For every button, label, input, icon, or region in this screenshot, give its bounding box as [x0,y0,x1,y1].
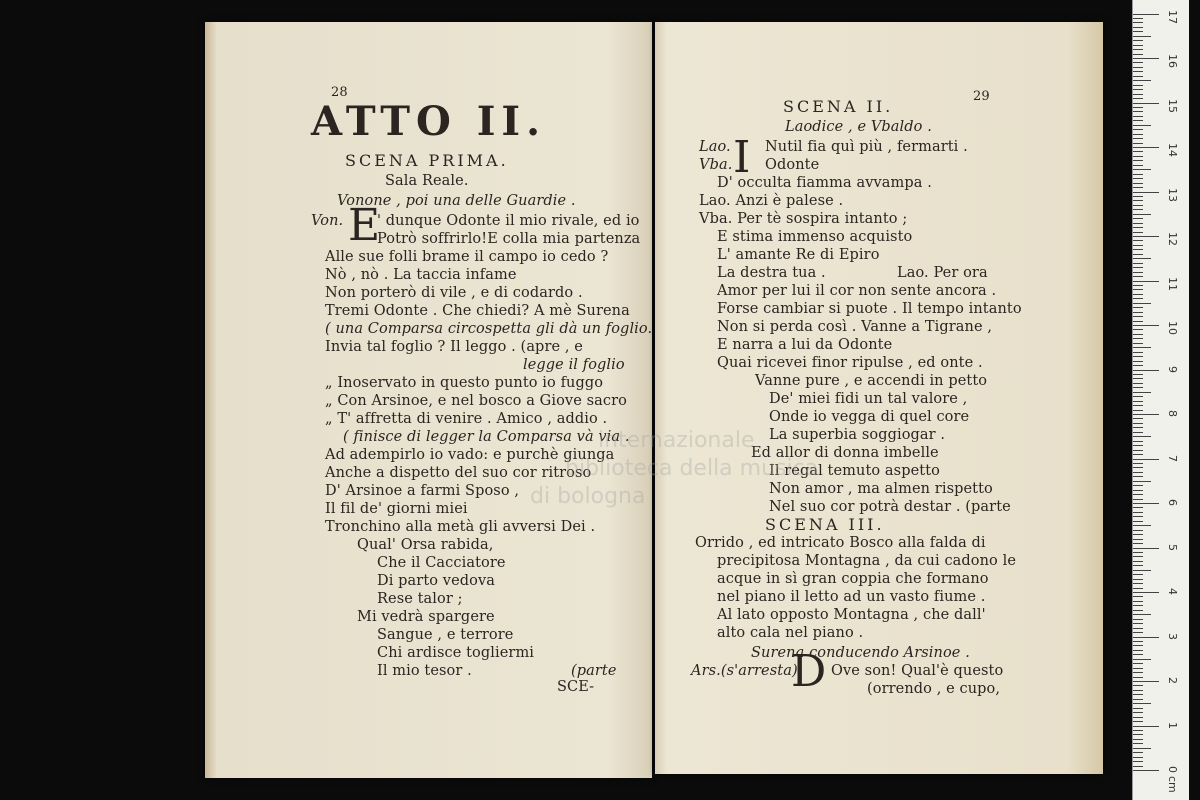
right-line: SCENA III. [765,515,885,534]
left-line: Alle sue folli brame il campo io cedo ? [325,249,609,265]
ruler-tick [1133,668,1143,669]
ruler-tick [1133,232,1143,233]
left-line: Tronchino alla metà gli avversi Dei . [325,519,596,535]
ruler-tick [1133,708,1143,709]
ruler-tick [1133,361,1143,362]
ruler-tick [1133,467,1143,468]
ruler-tick [1133,120,1143,121]
right-line: De' miei fidi un tal valore , [769,391,968,407]
left-line: Chi ardisce togliermi [377,645,535,661]
right-line: La destra tua . [717,265,826,281]
right-line: Il regal temuto aspetto [769,463,940,479]
right-line: Quai ricevei finor ripulse , ed onte . [717,355,983,371]
right-line: Ed allor di donna imbelle [751,445,939,461]
ruler-tick [1133,596,1143,597]
ruler-tick [1133,459,1159,460]
ruler-tick [1133,116,1143,117]
left-line: Anche a dispetto del suo cor ritroso [325,465,592,481]
ruler-tick [1133,454,1143,455]
ruler-tick [1133,14,1159,15]
ruler-tick [1133,36,1151,37]
ruler-tick [1133,281,1159,282]
ruler-tick [1133,663,1143,664]
ruler-tick [1133,588,1143,589]
ruler-tick [1133,427,1143,428]
ruler-unit: cm [1166,776,1179,793]
ruler-label: 15 [1166,98,1179,113]
ruler-tick [1133,214,1151,215]
right-line: Lao. Anzi è palese . [699,193,844,209]
ruler-tick [1133,757,1143,758]
ruler-tick [1133,103,1159,104]
left-line: „ Con Arsinoe, e nel bosco a Giove sacro [325,393,627,409]
left-line: Mi vedrà spargere [357,609,495,625]
ruler-tick [1133,534,1143,535]
ruler-tick [1133,267,1143,268]
ruler-tick [1133,694,1143,695]
ruler-tick [1133,592,1159,593]
ruler-label: 13 [1166,187,1179,202]
ruler-tick [1133,249,1143,250]
ruler-tick [1133,628,1143,629]
ruler-tick [1133,490,1143,491]
left-line: Il mio tesor . [377,663,472,679]
watermark-line-1: internazionale [598,428,755,453]
right-line: acque in sì gran coppia che formano [717,571,989,587]
ruler-tick [1133,726,1159,727]
ruler-tick [1133,276,1143,277]
ruler-tick [1133,485,1143,486]
ruler-tick [1133,196,1143,197]
ruler-tick [1133,570,1151,571]
right-line: La superbia soggiogar . [769,427,946,443]
right-line: nel piano il letto ad un vasto fiume . [717,589,986,605]
left-line: Ad adempirlo io vado: e purchè giunga [325,447,615,463]
ruler-tick [1133,739,1143,740]
ruler-tick [1133,165,1143,166]
right-line: Lao. Per ora [897,265,988,281]
page-number-left: 28 [331,85,348,100]
ruler-tick [1133,481,1151,482]
ruler-tick [1133,205,1143,206]
ruler-tick [1133,365,1143,366]
ruler-label: 8 [1166,410,1179,417]
left-line: Che il Cacciatore [377,555,506,571]
ruler-tick [1133,565,1143,566]
ruler-label: 16 [1166,54,1179,68]
ruler-tick [1133,347,1151,348]
ruler-tick [1133,151,1143,152]
ruler-tick [1133,770,1159,771]
scene2-characters: Laodice , e Vbaldo . [785,119,932,135]
ruler-tick [1133,507,1143,508]
ruler-tick [1133,192,1159,193]
watermark-line-2: biblioteca della musica [565,456,819,481]
right-line: Ove son! Qual'è questo [831,663,1004,679]
ruler-tick [1133,27,1143,28]
ruler-tick [1133,236,1159,237]
ruler-tick [1133,22,1143,23]
ruler-tick [1133,556,1143,557]
right-line: E narra a lui da Odonte [717,337,893,353]
right-line: Non amor , ma almen rispetto [769,481,993,497]
characters: Vonone , poi una delle Guardie . [337,193,576,209]
ruler-tick [1133,58,1159,59]
ruler-tick [1133,583,1143,584]
ruler-tick [1133,418,1143,419]
right-line: Forse cambiar si puote . Il tempo intanto [717,301,1022,317]
ruler-tick [1133,263,1143,264]
ruler-tick [1133,392,1151,393]
ruler-tick [1133,272,1143,273]
ruler-tick [1133,401,1143,402]
ruler-tick [1133,321,1143,322]
speaker-label: Von. [311,213,344,229]
right-line: Odonte [765,157,820,173]
left-line: Nò , nò . La taccia infame [325,267,517,283]
ruler-tick [1133,641,1143,642]
ruler-tick [1133,187,1143,188]
ruler-tick [1133,67,1143,68]
ruler-tick [1133,654,1143,655]
left-line: ' dunque Odonte il mio rivale, ed io [377,213,640,229]
ruler-tick [1133,579,1143,580]
left-line: Tremi Odonte . Che chiedi? A mè Surena [325,303,630,319]
left-line: Non porterò di vile , e di codardo . [325,285,583,301]
ruler-label: 6 [1166,499,1179,506]
ruler-label: 3 [1166,632,1179,640]
ruler-tick [1133,525,1151,526]
right-line: alto cala nel piano . [717,625,864,641]
ruler-tick [1133,156,1143,157]
ruler-tick [1133,174,1143,175]
ruler-tick [1133,45,1143,46]
left-line: Rese talor ; [377,591,463,607]
ruler-tick [1133,80,1151,81]
ruler-tick [1133,240,1143,241]
ruler-tick [1133,316,1143,317]
ruler-tick [1133,530,1143,531]
ruler-tick [1133,721,1143,722]
scene-title: SCENA PRIMA. [345,151,509,170]
ruler-label: 11 [1166,276,1179,291]
ruler-tick [1133,298,1143,299]
right-line: Onde io vegga di quel core [769,409,970,425]
ruler-tick [1133,254,1143,255]
ruler-tick [1133,601,1143,602]
ruler-tick [1133,521,1143,522]
ruler-tick [1133,356,1143,357]
ruler-tick [1133,178,1143,179]
left-line: (parte [571,663,617,679]
ruler-tick [1133,476,1143,477]
ruler-tick [1133,378,1143,379]
left-line: SCE- [557,679,595,695]
ruler-tick [1133,499,1143,500]
ruler-tick [1133,614,1151,615]
ruler-label: 7 [1166,454,1179,462]
ruler-tick [1133,374,1143,375]
ruler-tick [1133,134,1143,135]
right-line: Al lato opposto Montagna , che dall' [717,607,986,623]
ruler-tick [1133,650,1143,651]
right-line: Amor per lui il cor non sente ancora . [717,283,997,299]
left-line: ( finisce di legger la Comparsa và via . [343,429,630,445]
ruler-tick [1133,699,1143,700]
ruler-tick [1133,543,1143,544]
right-line: Surena conducendo Arsinoe . [751,645,970,661]
scale-ruler [1132,0,1189,800]
ruler-tick [1133,672,1143,673]
ruler-tick [1133,637,1159,638]
ruler-tick [1133,125,1151,126]
ruler-label: 12 [1166,232,1179,246]
page-number-right: 29 [973,89,990,104]
ruler-tick [1133,396,1143,397]
drop-cap-i: I [733,132,751,183]
ruler-label: 14 [1166,143,1179,157]
ruler-tick [1133,561,1143,562]
ruler-tick [1133,659,1151,660]
ruler-label: 10 [1166,321,1179,335]
ruler-tick [1133,717,1143,718]
ruler-tick [1133,94,1143,95]
drop-cap-e: E [348,200,381,251]
ruler-tick [1133,303,1151,304]
ruler-tick [1133,552,1143,553]
left-line: ( una Comparsa circospetta gli dà un foglio. [325,321,653,337]
ruler-tick [1133,605,1143,606]
right-line: Nel suo cor potrà destar . (parte [769,499,1011,515]
left-line: Qual' Orsa rabida, [357,537,494,553]
ruler-tick [1133,436,1151,437]
ruler-tick [1133,677,1143,678]
right-line: precipitosa Montagna , da cui cadono le [717,553,1017,569]
ruler-tick [1133,730,1143,731]
ruler-label: 5 [1166,543,1179,551]
ruler-tick [1133,343,1143,344]
ruler-tick [1133,405,1143,406]
ruler-tick [1133,183,1143,184]
ruler-tick [1133,387,1143,388]
ruler-label: 17 [1166,9,1179,24]
ruler-label: 1 [1166,721,1179,729]
right-line: Nutil fia quì più , fermarti . [765,139,968,155]
ruler-tick [1133,752,1143,753]
ruler-tick [1133,223,1143,224]
left-line: legge il foglio [523,357,625,373]
ruler-tick [1133,18,1143,19]
left-line: „ T' affretta di venire . Amico , addio . [325,411,608,427]
scene2-title: SCENA II. [783,97,894,116]
ruler-label: 0 [1166,766,1179,773]
ruler-tick [1133,111,1143,112]
right-line: Vba. Per tè sospira intanto ; [699,211,908,227]
ruler-tick [1133,761,1143,762]
ruler-tick [1133,645,1143,646]
ruler-tick [1133,690,1143,691]
ruler-tick [1133,200,1143,201]
ruler-tick [1133,325,1159,326]
ruler-tick [1133,574,1143,575]
ruler-tick [1133,76,1143,77]
ruler-tick [1133,209,1143,210]
ruler-tick [1133,294,1143,295]
left-line: Il fil de' giorni miei [325,501,468,517]
ruler-label: 9 [1166,365,1179,373]
ruler-tick [1133,71,1143,72]
ruler-tick [1133,423,1143,424]
ruler-tick [1133,432,1143,433]
ruler-tick [1133,62,1143,63]
ruler-tick [1133,89,1143,90]
ruler-tick [1133,472,1143,473]
setting: Sala Reale. [385,173,469,189]
ruler-tick [1133,441,1143,442]
right-page [655,22,1103,774]
ruler-tick [1133,516,1143,517]
ruler-tick [1133,129,1143,130]
drop-cap-d: D [791,646,827,697]
ruler-tick [1133,463,1143,464]
left-page [205,22,652,778]
ruler-tick [1133,494,1143,495]
ruler-tick [1133,338,1143,339]
ruler-tick [1133,258,1151,259]
right-line: E stima immenso acquisto [717,229,913,245]
ruler-tick [1133,245,1143,246]
left-line: Di parto vedova [377,573,496,589]
ruler-tick [1133,307,1143,308]
ruler-tick [1133,289,1143,290]
ruler-tick [1133,743,1143,744]
ruler-tick [1133,49,1143,50]
ruler-tick [1133,748,1151,749]
ruler-tick [1133,539,1143,540]
ruler-tick [1133,227,1143,228]
ruler-tick [1133,632,1143,633]
ruler-tick [1133,98,1143,99]
ruler-label: 2 [1166,677,1179,684]
right-line: Ars.(s'arresta) [691,663,798,679]
right-line: Orrido , ed intricato Bosco alla falda di [695,535,986,551]
right-line: (orrendo , e cupo, [867,681,1001,697]
ruler-tick [1133,352,1143,353]
ruler-tick [1133,107,1143,108]
right-line: L' amante Re di Epiro [717,247,880,263]
right-line: Vba. [699,157,733,173]
right-line: Lao. [699,139,731,155]
left-line: Invia tal foglio ? Il leggo . (apre , e [325,339,583,355]
ruler-tick [1133,85,1143,86]
ruler-tick [1133,383,1143,384]
ruler-tick [1133,329,1143,330]
right-line: Non si perda così . Vanne a Tigrane , [717,319,993,335]
ruler-tick [1133,623,1143,624]
ruler-tick [1133,334,1143,335]
ruler-tick [1133,414,1159,415]
ruler-tick [1133,370,1159,371]
ruler-label: 4 [1166,588,1179,595]
ruler-tick [1133,512,1143,513]
left-line: Sangue , e terrore [377,627,514,643]
ruler-tick [1133,160,1143,161]
ruler-tick [1133,610,1143,611]
ruler-tick [1133,619,1143,620]
ruler-tick [1133,410,1143,411]
ruler-tick [1133,169,1151,170]
ruler-tick [1133,685,1143,686]
left-line: „ Inoservato in questo punto io fuggo [325,375,604,391]
ruler-tick [1133,548,1159,549]
act-title: ATTO II. [311,98,547,145]
ruler-tick [1133,54,1143,55]
ruler-tick [1133,138,1143,139]
ruler-tick [1133,445,1143,446]
watermark-line-3: di bologna [530,484,646,509]
right-line: Vanne pure , e accendi in petto [755,373,988,389]
left-line: D' Arsinoe a farmi Sposo , [325,483,520,499]
ruler-tick [1133,503,1159,504]
ruler-tick [1133,450,1143,451]
ruler-tick [1133,147,1159,148]
ruler-tick [1133,766,1143,767]
ruler-tick [1133,734,1143,735]
ruler-tick [1133,285,1143,286]
ruler-tick [1133,712,1143,713]
ruler-tick [1133,40,1143,41]
ruler-tick [1133,703,1151,704]
ruler-tick [1133,681,1159,682]
ruler-tick [1133,31,1143,32]
ruler-tick [1133,218,1143,219]
ruler-tick [1133,143,1143,144]
ruler-tick [1133,312,1143,313]
right-line: D' occulta fiamma avvampa . [717,175,932,191]
left-line: Potrò soffrirlo!E colla mia partenza [377,231,641,247]
